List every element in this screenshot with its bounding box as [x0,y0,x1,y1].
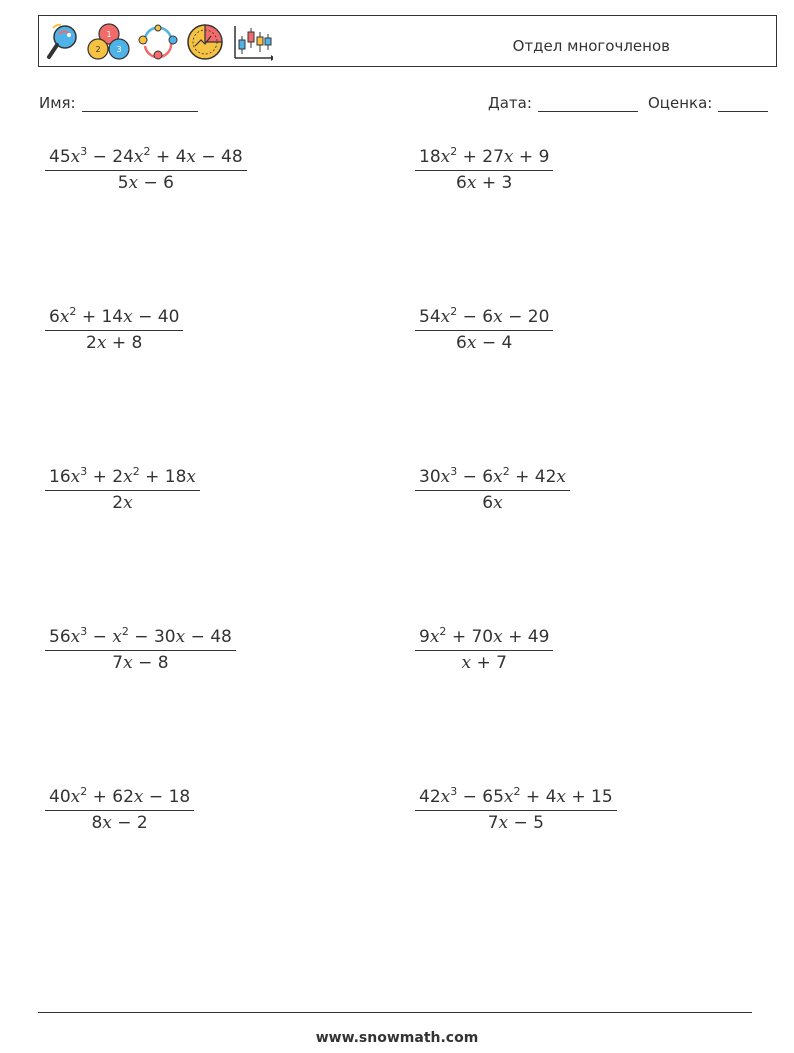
problem-1 [45,146,247,194]
denominator [82,331,146,354]
exponent: 2 [143,145,151,158]
problem-10 [415,786,617,834]
exponent: 2 [121,625,129,638]
term: − 65 [457,787,504,807]
denominator [114,171,178,194]
variable: x [493,307,503,327]
problem-2 [415,146,553,194]
variable: x [123,493,133,513]
term: + 9 [513,147,550,167]
header-box [38,15,777,67]
variable: x [493,493,503,513]
exponent: 3 [80,145,88,158]
variable: x [556,787,566,807]
variable: x [493,627,503,647]
variable: x [466,333,477,353]
exponent: 2 [513,785,521,798]
term: + 27 [457,147,504,167]
term: + 42 [509,467,557,487]
variable: x [133,787,144,807]
term: + 14 [76,307,124,327]
denominator [108,491,136,514]
variable: x [70,627,81,647]
variable: x [440,147,451,167]
people-cycle-icon [137,22,179,62]
variable: x [461,653,472,673]
term: − 5 [508,813,544,833]
variable: x [123,467,133,487]
exponent: 2 [502,465,510,478]
denominator [87,811,151,834]
term: − 18 [143,787,191,807]
term: 16 [49,467,71,487]
variable: x [102,813,112,833]
term: + 62 [87,787,134,807]
term: + 4 [150,147,187,167]
term: + 2 [87,467,124,487]
term: 6 [456,173,467,193]
variable: x [186,467,196,487]
variable: x [123,653,133,673]
variable: x [133,147,144,167]
variable: x [503,147,514,167]
denominator [457,651,510,674]
variable: x [70,147,81,167]
grade-blank[interactable] [718,95,768,112]
term: 2 [86,333,97,353]
exponent: 2 [69,305,77,318]
term: − 48 [185,627,232,647]
svg-text:2: 2 [95,45,101,54]
term: 7 [112,653,124,673]
term: − 20 [502,307,550,327]
term: 18 [419,147,441,167]
term: − 48 [195,147,243,167]
denominator [452,331,516,354]
exponent: 3 [450,465,458,478]
term: + 4 [520,787,557,807]
problem-4 [415,306,553,354]
term: 6 [482,493,494,513]
pie-chart-icon [185,22,225,62]
variable: x [466,173,477,193]
term: 6 [49,307,60,327]
numerator [415,306,553,331]
term: 8 [91,813,103,833]
term: − 40 [132,307,180,327]
term: 5 [117,173,129,193]
term: − 8 [132,653,169,673]
exponent: 3 [450,785,458,798]
term: 40 [49,787,71,807]
variable: x [440,787,451,807]
grade-label: Оценка: [648,94,713,112]
variable: x [96,333,107,353]
grade-field [648,94,768,112]
numerator [415,786,617,811]
problem-5 [45,466,200,514]
problem-7 [45,626,236,674]
variable: x [440,467,451,487]
candlestick-chart-icon [231,22,273,62]
date-field [488,94,638,112]
numbered-balls-icon [87,22,131,62]
exponent: 2 [132,465,140,478]
numerator [45,306,183,331]
variable: x [503,787,514,807]
variable: x [186,147,196,167]
footer-site[interactable]: www.snowmath.com [315,1030,479,1046]
variable: x [429,627,440,647]
term: − 30 [128,627,176,647]
numerator [415,466,570,491]
logo-strip [45,20,273,64]
term: 9 [419,627,430,647]
svg-text:3: 3 [116,45,122,54]
term: 45 [49,147,71,167]
term: − 6 [457,307,494,327]
worksheet-title: Отдел многочленов [512,37,670,55]
term: 7 [487,813,499,833]
term: 6 [456,333,467,353]
variable: x [59,307,70,327]
term: 54 [419,307,441,327]
denominator [478,491,506,514]
denominator [108,651,172,674]
term: + 8 [106,333,143,353]
name-field [39,94,198,112]
numerator [45,626,236,651]
problem-6 [415,466,570,514]
term: − [87,627,113,647]
exponent: 3 [80,625,88,638]
term: 56 [49,627,71,647]
term: + 7 [471,653,507,673]
date-blank[interactable] [538,95,638,112]
numerator [45,786,194,811]
variable: x [498,813,509,833]
numerator [45,146,247,171]
variable: x [123,307,133,327]
name-blank[interactable] [82,95,198,112]
variable: x [70,787,81,807]
term: + 70 [446,627,494,647]
term: − 4 [476,333,513,353]
exponent: 2 [439,625,447,638]
term: + 3 [476,173,513,193]
svg-text:1: 1 [106,30,112,39]
variable: x [112,627,122,647]
term: − 6 [138,173,174,193]
term: 30 [419,467,441,487]
term: + 49 [502,627,550,647]
variable: x [175,627,186,647]
exponent: 2 [450,305,458,318]
problem-9 [45,786,194,834]
term: − 24 [87,147,134,167]
denominator [452,171,516,194]
footer-divider [38,1012,752,1013]
variable: x [440,307,451,327]
variable: x [556,467,566,487]
exponent: 2 [450,145,458,158]
variable: x [493,467,503,487]
exponent: 3 [80,465,88,478]
magnifier-icon [45,22,81,62]
numerator [45,466,200,491]
numerator [415,626,553,651]
problem-3 [45,306,183,354]
term: + 18 [139,467,187,487]
name-label: Имя: [39,94,76,112]
exponent: 2 [80,785,88,798]
date-label: Дата: [488,94,532,112]
variable: x [70,467,81,487]
term: 2 [112,493,124,513]
term: − 2 [111,813,148,833]
term: 42 [419,787,441,807]
term: + 15 [565,787,613,807]
term: − 6 [457,467,494,487]
numerator [415,146,553,171]
variable: x [128,173,139,193]
problem-8 [415,626,553,674]
denominator [484,811,548,834]
